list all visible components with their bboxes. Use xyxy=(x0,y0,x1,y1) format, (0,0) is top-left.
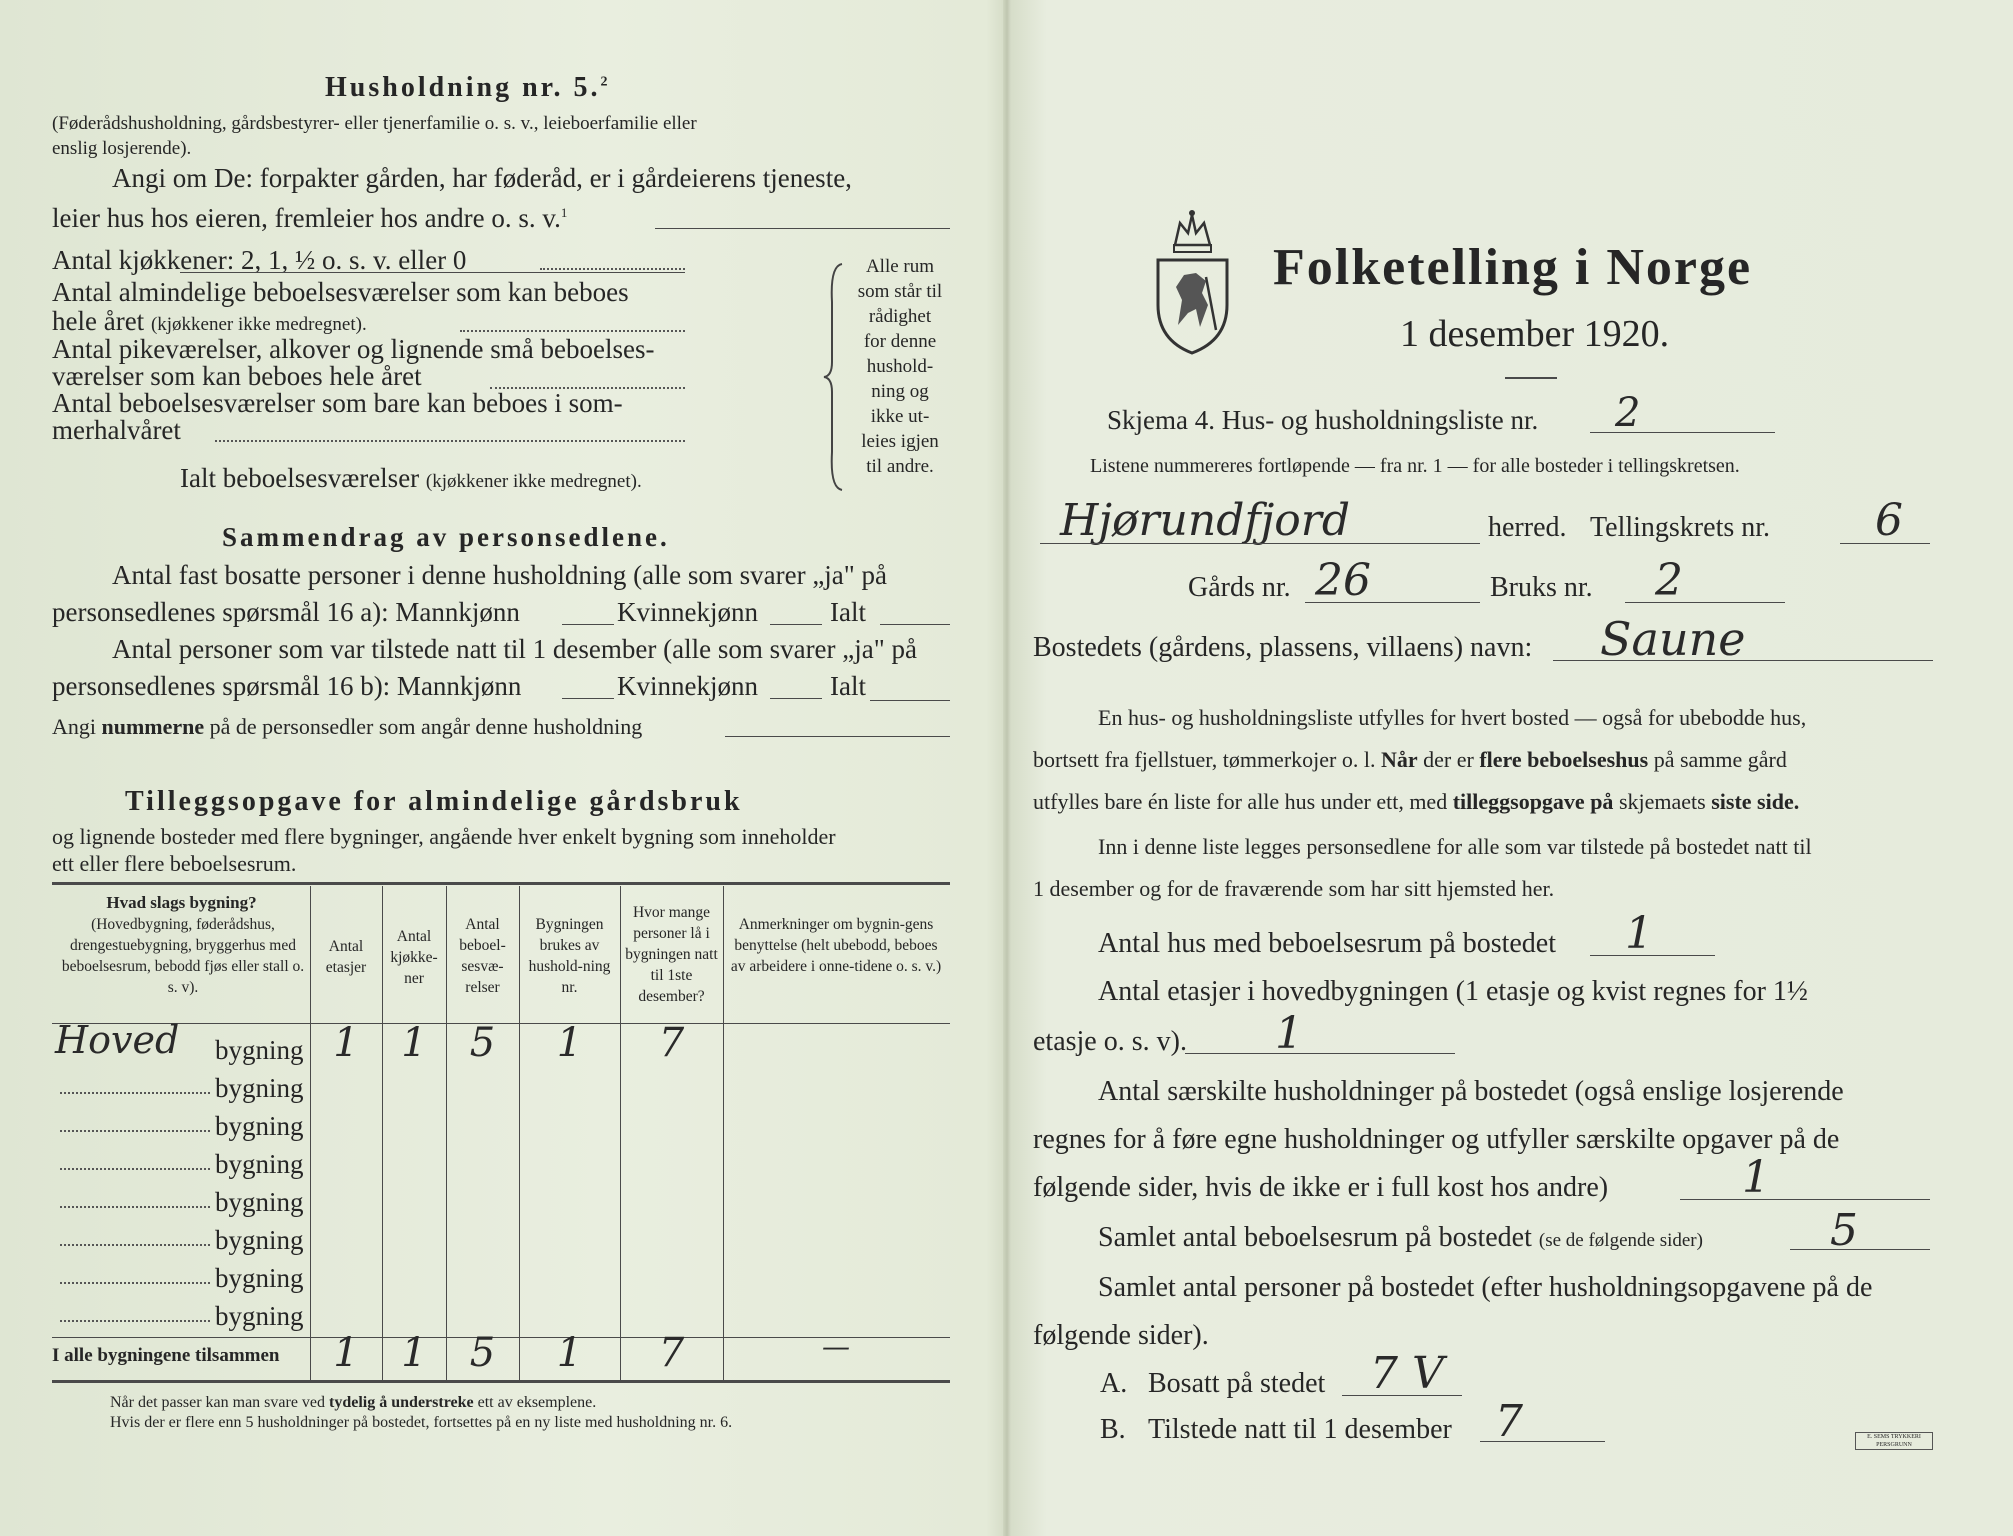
sommer-line-1: Antal beboelsesværelser som bare kan beboes i som- xyxy=(52,388,623,418)
skjema-number: 2 xyxy=(1615,390,1641,436)
header-etasjer: Antal etasjer xyxy=(325,938,367,976)
herred-label: herred. xyxy=(1488,512,1567,543)
alm-line-2: hele året (kjøkkener ikke medregnet). xyxy=(52,306,367,336)
a-label: A. xyxy=(1100,1368,1128,1399)
para1-line-1: En hus- og husholdningsliste utfylles for hvert bosted — også for ubebodde hus, xyxy=(1098,705,1807,730)
herred-name: Hjørundfjord xyxy=(1060,495,1350,546)
para1-line-2: bortsett fra fjellstuer, tømmerkojer o. l. Når der er flere beboelseshus på samme gård xyxy=(1033,747,1787,772)
bruks-number: 2 xyxy=(1655,555,1683,606)
row-label: bygning xyxy=(215,1187,304,1217)
etasjer-line-2: etasje o. s. v). xyxy=(1033,1026,1187,1057)
samlet-pers-line-2: følgende sider). xyxy=(1033,1320,1209,1351)
kvinne-label-1: Kvinnekjønn xyxy=(617,597,758,627)
hus-label: Antal hus med beboelsesrum på bostedet xyxy=(1098,928,1557,959)
alm-line-1: Antal almindelige beboelsesværelser som kan beboes xyxy=(52,277,629,307)
ialt-label-1: Ialt xyxy=(830,597,866,627)
fast-line-2: personsedlenes spørsmål 16 a): Mannkjønn xyxy=(52,597,520,627)
brace-note: Alle rum som står til rådighet for denne hushold- ning og ikke ut- leies igjen til andre. xyxy=(857,256,943,477)
total-personer: 7 xyxy=(658,1330,685,1376)
total-vaerelser: 5 xyxy=(469,1330,496,1376)
pike-line-2: værelser som kan beboes hele året xyxy=(52,361,422,391)
total-anm: — xyxy=(822,1330,850,1363)
angi-line-1: Angi om De: forpakter gården, har føderåd, er i gårdeierens tjeneste, xyxy=(112,163,852,193)
household-note-1: (Føderådshusholdning, gårdsbestyrer- eller tjenerfamilie o. s. v., leieboerfamilie eller xyxy=(52,113,697,134)
header-kjokkener: Antal kjøkke-ner xyxy=(390,928,438,987)
saer-line-1: Antal særskilte husholdninger på bostedet (også enslige losjerende xyxy=(1098,1076,1844,1107)
total-label: I alle bygningene tilsammen xyxy=(52,1345,280,1366)
samlet-rum-label: Samlet antal beboelsesrum på bostedet (se de følgende sider) xyxy=(1098,1222,1703,1253)
header-anmerkninger: Anmerkninger om bygnin-gens benyttelse (helt ubebodd, beboes av arbeidere i onne-tidene o. s. v.) xyxy=(730,916,942,975)
row-label: bygning xyxy=(215,1301,304,1331)
form-title: Folketelling i Norge xyxy=(1273,239,1753,296)
total-etasjer: 1 xyxy=(333,1330,359,1376)
bruks-label: Bruks nr. xyxy=(1490,572,1593,603)
header-personer: Hvor mange personer lå i bygningen natt til 1ste desember? xyxy=(625,904,718,1005)
total-husholdning: 1 xyxy=(556,1330,583,1376)
listene-note: Listene nummereres fortløpende — fra nr. 1 — for alle bosteder i tellingskretsen. xyxy=(1090,455,1740,477)
b-value: 7 xyxy=(1495,1396,1523,1447)
supplement-title: Tilleggsopgave for almindelige gårdsbruk xyxy=(125,786,743,817)
kitchens-line: Antal kjøkkener: 2, 1, ½ o. s. v. eller 0 xyxy=(52,245,467,275)
a-text: Bosatt på stedet xyxy=(1148,1368,1326,1399)
b-label: B. xyxy=(1100,1414,1126,1445)
para2-line-1: Inn i denne liste legges personsedlene for alle som var tilstede på bostedet natt til xyxy=(1098,834,1812,859)
row-label: bygning xyxy=(215,1225,304,1255)
saer-value: 1 xyxy=(1742,1152,1770,1203)
krets-number: 6 xyxy=(1875,495,1903,546)
header-type: Hvad slags bygning? xyxy=(106,893,257,912)
etasjer-value: 1 xyxy=(1275,1008,1303,1059)
skjema-line: Skjema 4. Hus- og husholdningsliste nr. xyxy=(1107,405,1539,435)
gards-label: Gårds nr. xyxy=(1188,572,1291,603)
etasjer-line-1: Antal etasjer i hovedbygningen (1 etasje og kvist regnes for 1½ xyxy=(1098,976,1808,1007)
saer-line-2: regnes for å føre egne husholdninger og utfyller særskilte opgaver på de xyxy=(1033,1124,1840,1155)
angi-nummerne: Angi nummerne på de personsedler som angår denne husholdning xyxy=(52,714,643,739)
row-label: bygning xyxy=(215,1149,304,1179)
a-value: 7 V xyxy=(1370,1348,1444,1399)
fast-line-1: Antal fast bosatte personer i denne husholdning (alle som svarer „ja" på xyxy=(112,560,888,590)
sommer-line-2: merhalvåret xyxy=(52,415,181,445)
para2-line-2: 1 desember og for de fraværende som har sitt hjemsted her. xyxy=(1033,876,1555,901)
printer-stamp: E. SEMS TRYKKERI PERSGRUNN xyxy=(1855,1432,1933,1450)
page-fold xyxy=(1003,0,1011,1536)
tilst-line-1: Antal personer som var tilstede natt til 1 desember (alle som svarer „ja" på xyxy=(112,634,918,664)
header-husholdning: Bygningen brukes av hushold-ning nr. xyxy=(528,916,611,996)
footnote-1: Når det passer kan man svare ved tydelig å understreke ett av eksemplene. xyxy=(110,1394,597,1411)
tilst-line-2: personsedlenes spørsmål 16 b): Mannkjønn xyxy=(52,671,522,701)
footnote-2: Hvis der er flere enn 5 husholdninger på bostedet, fortsettes på en ny liste med husholdning nr. 6. xyxy=(110,1414,733,1431)
row-label: bygning xyxy=(215,1111,304,1141)
cell-husholdning: 1 xyxy=(556,1020,583,1066)
household-note-2: enslig losjerende). xyxy=(52,138,192,159)
kvinne-label-2: Kvinnekjønn xyxy=(617,671,758,701)
cell-kjokken: 1 xyxy=(401,1020,427,1066)
pike-line-1: Antal pikeværelser, alkover og lignende små beboelses- xyxy=(52,334,655,364)
ialt-label-2: Ialt xyxy=(830,671,866,701)
supplement-line-1: og lignende bosteder med flere bygninger, angående hver enkelt bygning som inneholder xyxy=(52,824,836,849)
cell-vaerelser: 5 xyxy=(469,1020,496,1066)
household-title: Husholdning nr. 5.$^2$ xyxy=(325,72,611,103)
coat-of-arms-icon xyxy=(1150,205,1235,355)
summary-title: Sammendrag av personsedlene. xyxy=(222,522,670,552)
b-text: Tilstede natt til 1 desember xyxy=(1148,1414,1452,1445)
header-type-note: (Hovedbygning, føderådshus, drengestuebygning, bryggerhus med beboelsesrum, bebodd fjøs eller stall o. s. v). xyxy=(61,916,305,996)
row-name: Hoved xyxy=(55,1018,180,1062)
row-label: bygning xyxy=(215,1073,304,1103)
form-date: 1 desember 1920. xyxy=(1400,313,1670,355)
total-kjokken: 1 xyxy=(401,1330,427,1376)
angi-line-2: leier hus hos eieren, fremleier hos andre o. s. v.$^1$ xyxy=(52,203,568,233)
para1-line-3: utfylles bare én liste for alle hus under ett, med tilleggsopgave på skjemaets siste side. xyxy=(1033,789,1800,814)
header-vaerelser: Antal beboel-sesvæ-relser xyxy=(459,916,506,996)
cell-personer: 7 xyxy=(658,1020,685,1066)
bosted-name: Saune xyxy=(1600,612,1746,666)
ialt-line: Ialt beboelsesværelser (kjøkkener ikke medregnet). xyxy=(180,463,642,493)
hus-value: 1 xyxy=(1625,908,1653,959)
krets-label: Tellingskrets nr. xyxy=(1590,512,1771,543)
samlet-rum-value: 5 xyxy=(1830,1205,1858,1256)
gards-number: 26 xyxy=(1315,555,1371,606)
cell-etasjer: 1 xyxy=(333,1020,359,1066)
supplement-line-2: ett eller flere beboelsesrum. xyxy=(52,851,297,876)
bosted-label: Bostedets (gårdens, plassens, villaens) navn: xyxy=(1033,632,1533,663)
row-label: bygning xyxy=(215,1035,304,1065)
row-label: bygning xyxy=(215,1263,304,1293)
saer-line-3: følgende sider, hvis de ikke er i full kost hos andre) xyxy=(1033,1172,1609,1203)
samlet-pers-line-1: Samlet antal personer på bostedet (efter husholdningsopgavene på de xyxy=(1098,1272,1873,1303)
